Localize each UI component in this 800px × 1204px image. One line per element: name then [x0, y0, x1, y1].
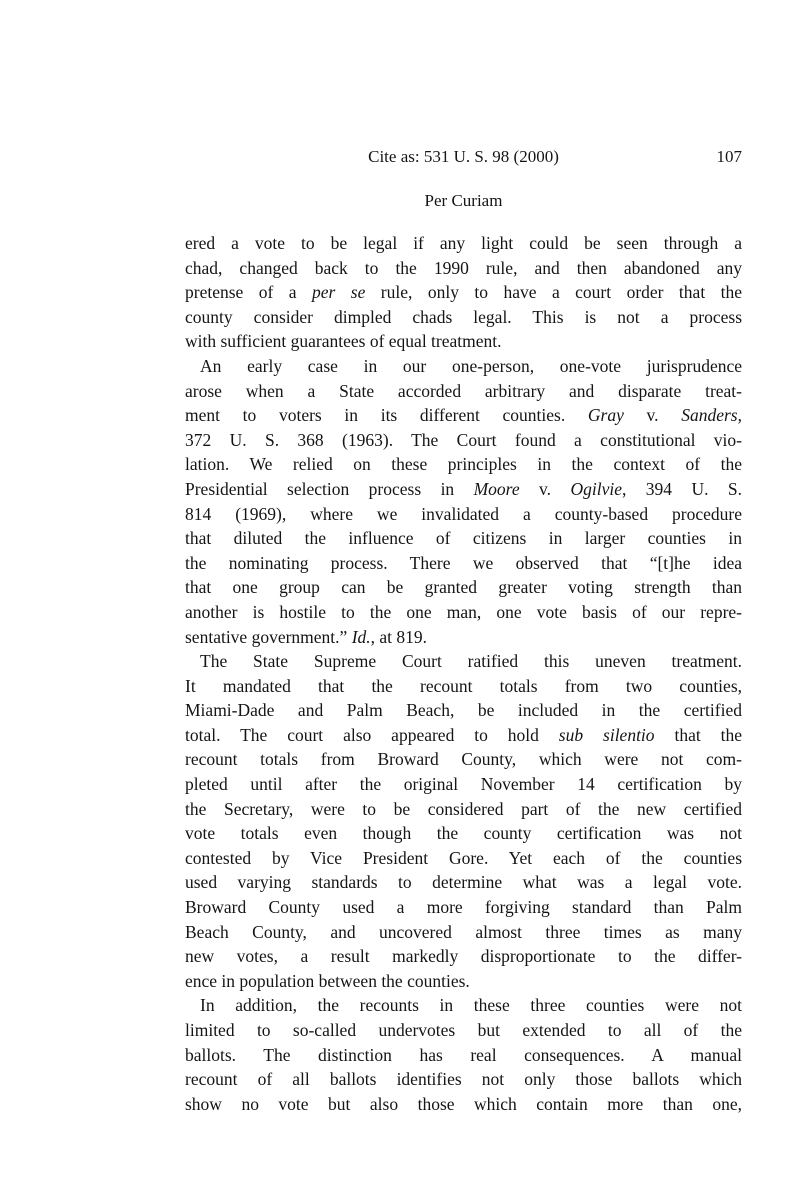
text-run: recount totals from Broward County, which were not com- — [185, 749, 742, 770]
text-line — [185, 600, 742, 625]
text-line — [185, 969, 742, 994]
text-run: sentative government.” — [185, 626, 352, 647]
italic-text: sub silentio — [558, 724, 655, 745]
text-run: arose when a State accorded arbitrary and disparate treat- — [185, 380, 742, 401]
text-line — [185, 772, 742, 797]
paragraph — [185, 993, 742, 1116]
text-line — [185, 821, 742, 846]
text-run: that one group can be granted greater voting strength than — [185, 577, 742, 598]
text-run: v. — [519, 478, 571, 499]
text-line — [185, 698, 742, 723]
text-run: 814 (1969), where we invalidated a county-based procedure — [185, 503, 742, 524]
text-line — [185, 1067, 742, 1092]
text-line — [185, 723, 742, 748]
text-run: recount of all ballots identifies not only those ballots which — [185, 1069, 742, 1090]
text-line — [185, 477, 742, 502]
text-line — [185, 551, 742, 576]
text-line — [185, 280, 742, 305]
text-run: It mandated that the recount totals from two counties, — [185, 675, 742, 696]
text-run: ment to voters in its different counties. — [185, 405, 588, 426]
text-run: 372 U. S. 368 (1963). The Court found a constitutional vio- — [185, 429, 742, 450]
text-run: that the — [654, 724, 743, 745]
text-line — [185, 379, 742, 404]
text-run: Miami-Dade and Palm Beach, be included in the certified — [185, 700, 742, 721]
italic-text: Id. — [351, 626, 371, 647]
paragraph — [185, 649, 742, 993]
text-run: Presidential selection process in — [185, 478, 474, 499]
text-run: show no vote but also those which contain more than one, — [185, 1093, 742, 1114]
text-run: An early case in our one-person, one-vote jurisprudence — [200, 355, 742, 376]
body-text — [185, 231, 742, 1116]
text-run: Broward County used a more forgiving standard than Palm — [185, 897, 742, 918]
text-run: vote totals even though the county certification was not — [185, 823, 742, 844]
text-line — [185, 797, 742, 822]
text-line — [185, 993, 742, 1018]
text-run: ballots. The distinction has real consequences. A manual — [185, 1044, 742, 1065]
text-run: chad, changed back to the 1990 rule, and then abandoned any — [185, 257, 742, 278]
text-line — [185, 305, 742, 330]
paragraph — [185, 231, 742, 354]
text-run: rule, only to have a court order that the — [365, 282, 743, 303]
text-line — [185, 920, 742, 945]
text-run: with sufficient guarantees of equal treatment. — [185, 331, 502, 352]
text-line — [185, 674, 742, 699]
italic-text: Gray — [587, 405, 624, 426]
text-run: limited to so-called undervotes but extended to all of the — [185, 1020, 742, 1040]
text-line — [185, 329, 742, 354]
text-line — [185, 354, 742, 379]
text-run: total. The court also appeared to hold — [185, 724, 559, 745]
text-line — [185, 231, 742, 256]
italic-text: Ogilvie — [570, 478, 622, 499]
text-line — [185, 870, 742, 895]
text-line — [185, 625, 742, 650]
text-line — [185, 526, 742, 551]
citation-header: Cite as: 531 U. S. 98 (2000) — [368, 147, 559, 166]
text-run: , — [737, 405, 742, 426]
text-run: new votes, a result markedly disproportionate to the differ- — [185, 946, 742, 967]
text-line — [185, 846, 742, 871]
text-line — [185, 944, 742, 969]
text-run: pleted until after the original November 14 certification by — [185, 774, 742, 795]
text-run: pretense of a — [185, 282, 312, 303]
text-run: another is hostile to the one man, one vote basis of our repre- — [185, 601, 742, 622]
text-run: Beach County, and uncovered almost three times as many — [185, 921, 742, 942]
text-run: , at 819. — [370, 626, 428, 647]
text-run: used varying standards to determine what was a legal vote. — [185, 872, 742, 893]
paragraph — [185, 354, 742, 649]
text-line — [185, 649, 742, 674]
text-run: ence in population between the counties. — [185, 970, 470, 991]
text-run: the Secretary, were to be considered part of the new certified — [185, 798, 742, 819]
text-line — [185, 895, 742, 920]
text-line — [185, 403, 742, 428]
text-line — [185, 575, 742, 600]
opinion-heading: Per Curiam — [424, 191, 503, 210]
text-line — [185, 256, 742, 281]
text-line — [185, 747, 742, 772]
text-run: v. — [623, 405, 682, 426]
text-run: , 394 U. S. — [621, 478, 742, 499]
italic-text: Moore — [473, 478, 520, 499]
text-line — [185, 428, 742, 453]
text-line — [185, 452, 742, 477]
text-run: In addition, the recounts in these three counties were not — [200, 995, 742, 1016]
text-run: ered a vote to be legal if any light could be seen through a — [185, 233, 742, 253]
italic-text: Sanders — [681, 405, 738, 426]
text-run: lation. We relied on these principles in the context of the — [185, 454, 742, 475]
text-line — [185, 1043, 742, 1068]
text-run: contested by Vice President Gore. Yet each of the counties — [185, 847, 742, 868]
text-line — [185, 1018, 742, 1043]
text-run: The State Supreme Court ratified this uneven treatment. — [200, 651, 742, 672]
page-number: 107 — [716, 147, 742, 166]
text-run: the nominating process. There we observed that “[t]he idea — [185, 552, 742, 573]
italic-text: per se — [312, 282, 366, 303]
text-run: that diluted the influence of citizens in larger counties in — [185, 528, 742, 549]
text-run: county consider dimpled chads legal. This is not a process — [185, 306, 742, 327]
text-line — [185, 502, 742, 527]
text-line — [185, 1092, 742, 1117]
running-header — [185, 146, 742, 168]
